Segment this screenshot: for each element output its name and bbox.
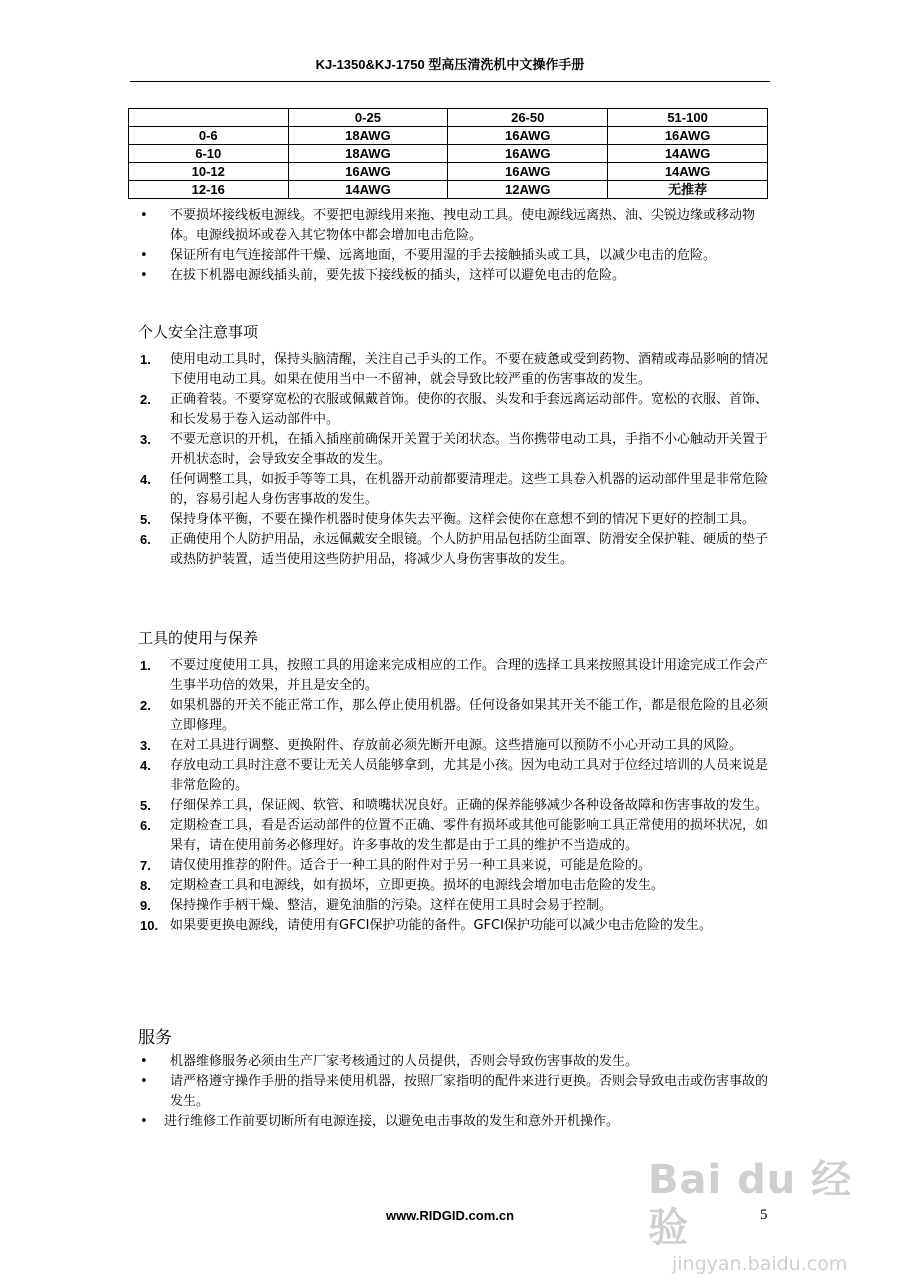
- bullet-marker: •: [140, 208, 148, 223]
- list-item: [138, 876, 770, 896]
- item-number: 8.: [140, 878, 151, 893]
- table-cell: 18AWG: [288, 127, 448, 145]
- list-item: [138, 390, 770, 430]
- bullet-marker: •: [140, 1074, 148, 1089]
- section-heading-personal-safety: 个人安全注意事项: [138, 323, 259, 341]
- item-number: 1.: [140, 352, 151, 367]
- item-number: 2.: [140, 392, 151, 407]
- list-item: [138, 246, 770, 266]
- list-item-text: 定期检查工具和电源线，如有损坏，立即更换。损坏的电源线会增加电击危险的发生。: [170, 878, 665, 893]
- item-number: 1.: [140, 658, 151, 673]
- list-item-text: 在拔下机器电源线插头前，要先拔下接线板的插头，这样可以避免电击的危险。: [170, 268, 626, 283]
- item-number: 2.: [140, 698, 151, 713]
- list-item: [138, 266, 770, 286]
- section-heading-service: 服务: [138, 1028, 172, 1048]
- table-cell: 16AWG: [448, 127, 608, 145]
- table-cell: 0-6: [129, 127, 289, 145]
- list-item-text: 定期检查工具，看是否运动部件的位置不正确、零件有损坏或其他可能影响工具正常使用的损坏状况，如果有，请在使用前务必修理好。许多事故的发生都是由于工具的维护不当造成的。: [170, 818, 769, 853]
- bullet-marker: •: [140, 248, 148, 263]
- list-item: [138, 796, 770, 816]
- item-number: 6.: [140, 818, 151, 833]
- table-cell: 16AWG: [288, 163, 448, 181]
- item-number: 9.: [140, 898, 151, 913]
- list-item: [138, 470, 770, 510]
- list-item-text: 任何调整工具，如扳手等等工具，在机器开动前都要清理走。这些工具卷入机器的运动部件里是非常危险的，容易引起人身伤害事故的发生。: [170, 472, 769, 507]
- page-header-title: KJ-1350&KJ-1750 型高压清洗机中文操作手册: [315, 57, 585, 72]
- list-item: [138, 350, 770, 390]
- table-cell: 12-16: [129, 181, 289, 199]
- personal-safety-list: [138, 350, 770, 570]
- table-cell: 16AWG: [608, 127, 768, 145]
- list-item-text: 使用电动工具时，保持头脑清醒，关注自己手头的工作。不要在疲惫或受到药物、酒精或毒品影响的情况下使用电动工具。如果在使用当中一不留神，就会导致比较严重的伤害事故的发生。: [170, 352, 769, 387]
- table-header-row: [129, 109, 768, 127]
- table-header-cell: 0-25: [288, 109, 448, 127]
- table-cell: 无推荐: [608, 181, 768, 199]
- wire-gauge-table: [128, 108, 768, 199]
- table-cell: 10-12: [129, 163, 289, 181]
- list-item-text: 如果要更换电源线，请使用有GFCI保护功能的备件。GFCI保护功能可以减少电击危险的发生。: [170, 918, 712, 933]
- item-number: 6.: [140, 532, 151, 547]
- cord-safety-list: [138, 206, 770, 286]
- list-item: [138, 896, 770, 916]
- list-item-text: 不要过度使用工具，按照工具的用途来完成相应的工作。合理的选择工具来按照其设计用途完成工作会产生事半功倍的效果，并且是安全的。: [170, 658, 769, 693]
- table-row: [129, 163, 768, 181]
- bullet-marker: •: [140, 1114, 148, 1129]
- list-item-text: 存放电动工具时注意不要让无关人员能够拿到，尤其是小孩。因为电动工具对于位经过培训的人员来说是非常危险的。: [170, 758, 769, 793]
- bullet-marker: •: [140, 1054, 148, 1069]
- item-number: 4.: [140, 472, 151, 487]
- watermark-brand: Bai du 经验: [648, 1157, 853, 1251]
- table-header-cell: 51-100: [608, 109, 768, 127]
- item-number: 5.: [140, 798, 151, 813]
- list-item: [138, 430, 770, 470]
- list-item-text: 仔细保养工具，保证阀、软管、和喷嘴状况良好。正确的保养能够减少各种设备故障和伤害事故的发生。: [170, 798, 769, 813]
- list-item-text: 机器维修服务必须由生产厂家考核通过的人员提供，否则会导致伤害事故的发生。: [170, 1054, 639, 1069]
- list-item: [138, 1052, 770, 1072]
- table-cell: 14AWG: [608, 163, 768, 181]
- table-cell: 16AWG: [448, 145, 608, 163]
- table-header-cell: [129, 109, 289, 127]
- watermark-url: jingyan.baidu.com: [672, 1253, 848, 1275]
- table-cell: 6-10: [129, 145, 289, 163]
- list-item-text: 请仅使用推荐的附件。适合于一种工具的附件对于另一种工具来说，可能是危险的。: [170, 858, 652, 873]
- list-item: [138, 856, 770, 876]
- list-item: [138, 530, 770, 570]
- list-item-text: 保持身体平衡，不要在操作机器时使身体失去平衡。这样会使你在意想不到的情况下更好的控制工具。: [170, 512, 756, 527]
- list-item-text: 请严格遵守操作手册的指导来使用机器，按照厂家指明的配件来进行更换。否则会导致电击或伤害事故的发生。: [170, 1074, 769, 1109]
- list-item: [138, 696, 770, 736]
- item-number: 4.: [140, 758, 151, 773]
- table-row: [129, 181, 768, 199]
- tool-care-list: [138, 656, 770, 936]
- list-item-text: 如果机器的开关不能正常工作，那么停止使用机器。任何设备如果其开关不能工作，都是很危险的且必须立即修理。: [170, 698, 769, 733]
- list-item-text: 保持操作手柄干燥、整洁，避免油脂的污染。这样在使用工具时会易于控制。: [170, 898, 613, 913]
- list-item-text: 进行维修工作前要切断所有电源连接，以避免电击事故的发生和意外开机操作。: [164, 1114, 620, 1129]
- list-item: [138, 206, 770, 246]
- header-divider: [130, 81, 770, 82]
- list-item-text: 不要无意识的开机，在插入插座前确保开关置于关闭状态。当你携带电动工具，手指不小心触动开关置于开机状态时，会导致安全事故的发生。: [170, 432, 769, 467]
- list-item-text: 保证所有电气连接部件干燥、远离地面，不要用湿的手去接触插头或工具，以减少电击的危险。: [170, 248, 717, 263]
- bullet-marker: •: [140, 268, 148, 283]
- list-item: [138, 510, 770, 530]
- footer-url: www.RIDGID.com.cn: [385, 1208, 515, 1223]
- list-item: [138, 816, 770, 856]
- list-item-text: 在对工具进行调整、更换附件、存放前必须先断开电源。这些措施可以预防不小心开动工具的风险。: [170, 738, 743, 753]
- item-number: 7.: [140, 858, 151, 873]
- page-number: 5: [760, 1207, 768, 1223]
- list-item: [138, 656, 770, 696]
- item-number: 5.: [140, 512, 151, 527]
- list-item: [138, 756, 770, 796]
- table-cell: 16AWG: [448, 163, 608, 181]
- section-heading-tool-care: 工具的使用与保养: [138, 629, 259, 647]
- list-item: [138, 916, 770, 936]
- list-item: [138, 1072, 770, 1112]
- baidu-jingyan-watermark: [648, 1156, 868, 1275]
- list-item-text: 正确使用个人防护用品，永远佩戴安全眼镜。个人防护用品包括防尘面罩、防滑安全保护鞋、硬质的垫子或热防护装置，适当使用这些防护用品，将减少人身伤害事故的发生。: [170, 532, 769, 567]
- service-list: [138, 1052, 770, 1132]
- item-number: 3.: [140, 738, 151, 753]
- table-row: [129, 127, 768, 145]
- item-number: 10.: [140, 918, 159, 933]
- table-cell: 14AWG: [288, 181, 448, 199]
- table-row: [129, 145, 768, 163]
- table-cell: 14AWG: [608, 145, 768, 163]
- item-number: 3.: [140, 432, 151, 447]
- list-item-text: 不要损坏接线板电源线。不要把电源线用来拖、拽电动工具。使电源线远离热、油、尖锐边缘或移动物体。电源线损坏或卷入其它物体中都会增加电击危险。: [170, 208, 756, 243]
- table-cell: 18AWG: [288, 145, 448, 163]
- list-item: [138, 1112, 770, 1132]
- table-header-cell: 26-50: [448, 109, 608, 127]
- table-cell: 12AWG: [448, 181, 608, 199]
- list-item-text: 正确着装。不要穿宽松的衣服或佩戴首饰。使你的衣服、头发和手套远离运动部件。宽松的衣服、首饰、和长发易于卷入运动部件中。: [170, 392, 769, 427]
- list-item: [138, 736, 770, 756]
